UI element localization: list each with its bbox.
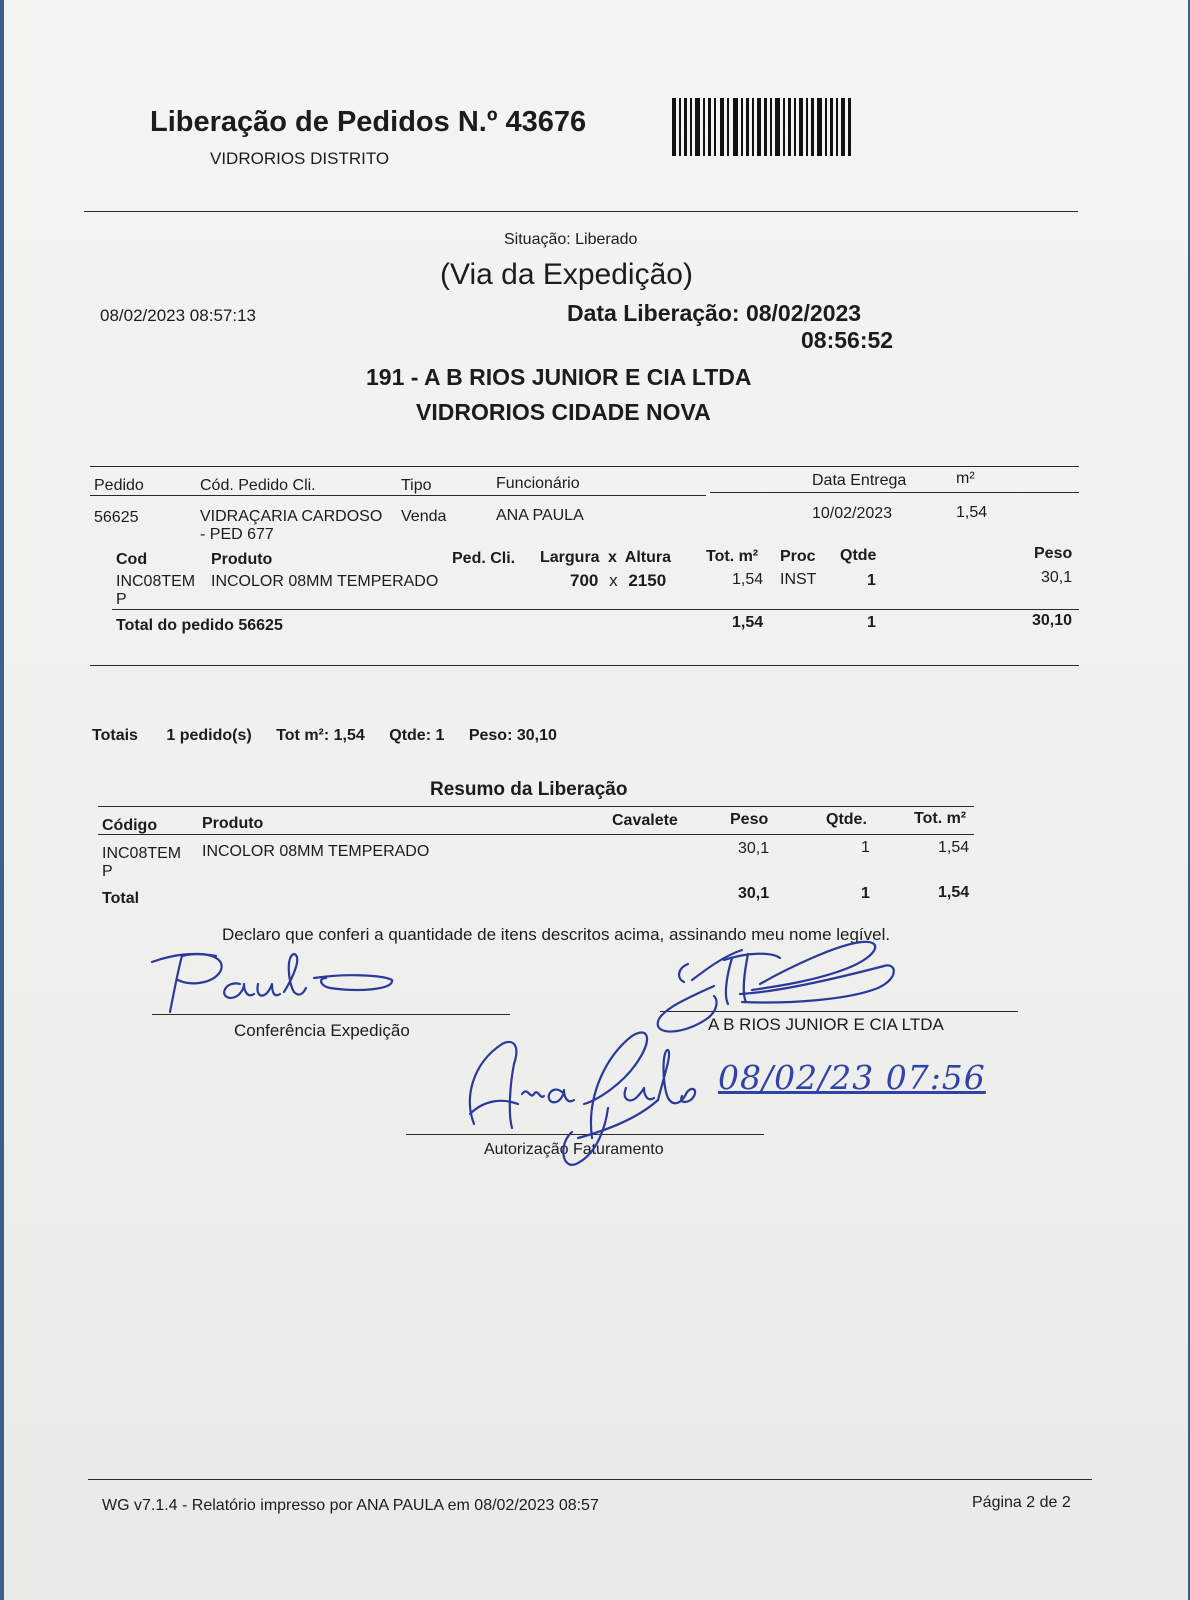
release-label: Data Liberação: xyxy=(567,300,740,326)
client-name: 191 - A B RIOS JUNIOR E CIA LTDA xyxy=(366,364,752,390)
item-x: x xyxy=(609,571,618,590)
footer-rule xyxy=(88,1479,1092,1480)
col-header-funcionario: Funcionário xyxy=(496,475,580,492)
summary-header-cavalete: Cavalete xyxy=(612,812,678,829)
totals-peso: Peso: 30,10 xyxy=(468,727,557,744)
item-header-cod: Cod xyxy=(116,551,148,568)
totals-label: Totais xyxy=(92,727,138,744)
summary-total-qtde: 1 xyxy=(861,885,870,902)
item-header-largura: Largura xyxy=(540,549,600,566)
item-peso: 30,1 xyxy=(1041,569,1073,586)
summary-header-codigo: Código xyxy=(102,817,158,834)
col-header-pedido: Pedido xyxy=(94,477,144,494)
order-client-code-line2: - PED 677 xyxy=(200,526,274,543)
signature-autorizacao xyxy=(458,1024,708,1184)
summary-qtde: 1 xyxy=(861,839,870,856)
item-header-qtde: Qtde xyxy=(840,547,877,564)
order-client-code-line1: VIDRAÇARIA CARDOSO xyxy=(200,508,383,525)
signature-label-empresa: A B RIOS JUNIOR E CIA LTDA xyxy=(708,1015,944,1034)
footer-print-info: WG v7.1.4 - Relatório impresso por ANA PAULA em 08/02/2023 08:57 xyxy=(102,1497,599,1514)
copy-designation: (Via da Expedição) xyxy=(440,258,693,291)
item-header-x: x xyxy=(608,549,617,566)
summary-title: Resumo da Liberação xyxy=(430,779,628,800)
totals-m2: Tot m²: 1,54 xyxy=(276,727,365,744)
summary-top-rule xyxy=(98,806,974,807)
handwritten-date: 08/02/23 07:56 xyxy=(718,1058,986,1097)
totals-line xyxy=(92,727,557,745)
col-header-cod-pedido-cli: Cód. Pedido Cli. xyxy=(200,477,316,494)
summary-header-tot-m2: Tot. m² xyxy=(914,810,967,827)
signature-label-conferencia: Conferência Expedição xyxy=(234,1021,410,1040)
summary-tot-m2: 1,54 xyxy=(938,839,970,856)
order-total-rule xyxy=(112,609,1079,610)
order-delivery-date: 10/02/2023 xyxy=(812,505,893,522)
item-product: INCOLOR 08MM TEMPERADO xyxy=(211,573,439,590)
summary-header-peso: Peso xyxy=(730,811,769,828)
summary-total-label: Total xyxy=(102,890,140,907)
item-header-altura: Altura xyxy=(624,549,672,566)
order-m2: 1,54 xyxy=(956,504,988,521)
release-date xyxy=(567,300,861,327)
summary-total-peso: 30,1 xyxy=(738,885,770,902)
item-dimensions xyxy=(570,571,666,591)
order-total-qtde: 1 xyxy=(867,614,876,631)
item-header-produto: Produto xyxy=(211,551,273,568)
orders-top-rule xyxy=(90,466,1079,467)
document-sheet xyxy=(4,0,1188,1600)
order-total-peso: 30,10 xyxy=(1032,612,1073,629)
item-header-ped-cli: Ped. Cli. xyxy=(452,550,516,567)
totals-qtde: Qtde: 1 xyxy=(389,727,445,744)
footer-page-number: Página 2 de 2 xyxy=(972,1494,1071,1511)
order-number: 56625 xyxy=(94,509,139,526)
order-employee: ANA PAULA xyxy=(496,507,584,524)
client-store: VIDRORIOS CIDADE NOVA xyxy=(416,399,711,425)
item-tot-m2: 1,54 xyxy=(732,571,764,588)
item-qtde: 1 xyxy=(867,572,876,589)
order-total-label: Total do pedido 56625 xyxy=(116,617,283,634)
signature-label-autorizacao: Autorização Faturamento xyxy=(484,1141,664,1158)
item-header-tot-m2: Tot. m² xyxy=(706,548,759,565)
declaration-text: Declaro que conferi a quantidade de itens descritos acima, assinando meu nome legível. xyxy=(222,925,891,944)
item-code-line1: INC08TEM xyxy=(116,573,196,590)
col-header-tipo: Tipo xyxy=(401,477,432,494)
summary-header-rule xyxy=(98,834,974,835)
barcode xyxy=(672,98,852,156)
col-header-data-entrega: Data Entrega xyxy=(812,472,907,489)
summary-code-line1: INC08TEM xyxy=(102,845,182,862)
item-header-dimensions xyxy=(540,549,671,567)
order-total-m2: 1,54 xyxy=(732,614,764,631)
order-type: Venda xyxy=(401,508,447,525)
summary-total-tot-m2: 1,54 xyxy=(938,884,970,901)
summary-product: INCOLOR 08MM TEMPERADO xyxy=(202,843,430,860)
orders-header-rule-right xyxy=(710,492,1079,493)
item-header-proc: Proc xyxy=(780,548,816,565)
col-header-m2: m² xyxy=(956,470,975,487)
document-title: Liberação de Pedidos N.º 43676 xyxy=(150,106,587,138)
release-time: 08:56:52 xyxy=(801,327,894,353)
orders-header-rule xyxy=(90,495,706,496)
orders-bottom-rule xyxy=(90,665,1079,666)
summary-header-qtde: Qtde. xyxy=(826,811,867,828)
summary-code-line2: P xyxy=(102,863,113,880)
signature-conferencia xyxy=(144,948,404,1028)
item-largura: 700 xyxy=(570,571,599,590)
summary-header-produto: Produto xyxy=(202,815,264,832)
header-divider xyxy=(84,211,1078,212)
document-subtitle: VIDRORIOS DISTRITO xyxy=(210,149,390,168)
totals-pedidos: 1 pedido(s) xyxy=(166,727,252,744)
item-altura: 2150 xyxy=(628,571,667,590)
status-text: Situação: Liberado xyxy=(504,231,638,248)
release-date-value: 08/02/2023 xyxy=(745,300,862,326)
printed-datetime: 08/02/2023 08:57:13 xyxy=(100,306,256,325)
item-code-line2: P xyxy=(116,591,127,608)
item-proc: INST xyxy=(780,571,817,588)
item-header-peso: Peso xyxy=(1034,545,1073,562)
summary-peso: 30,1 xyxy=(738,840,770,857)
